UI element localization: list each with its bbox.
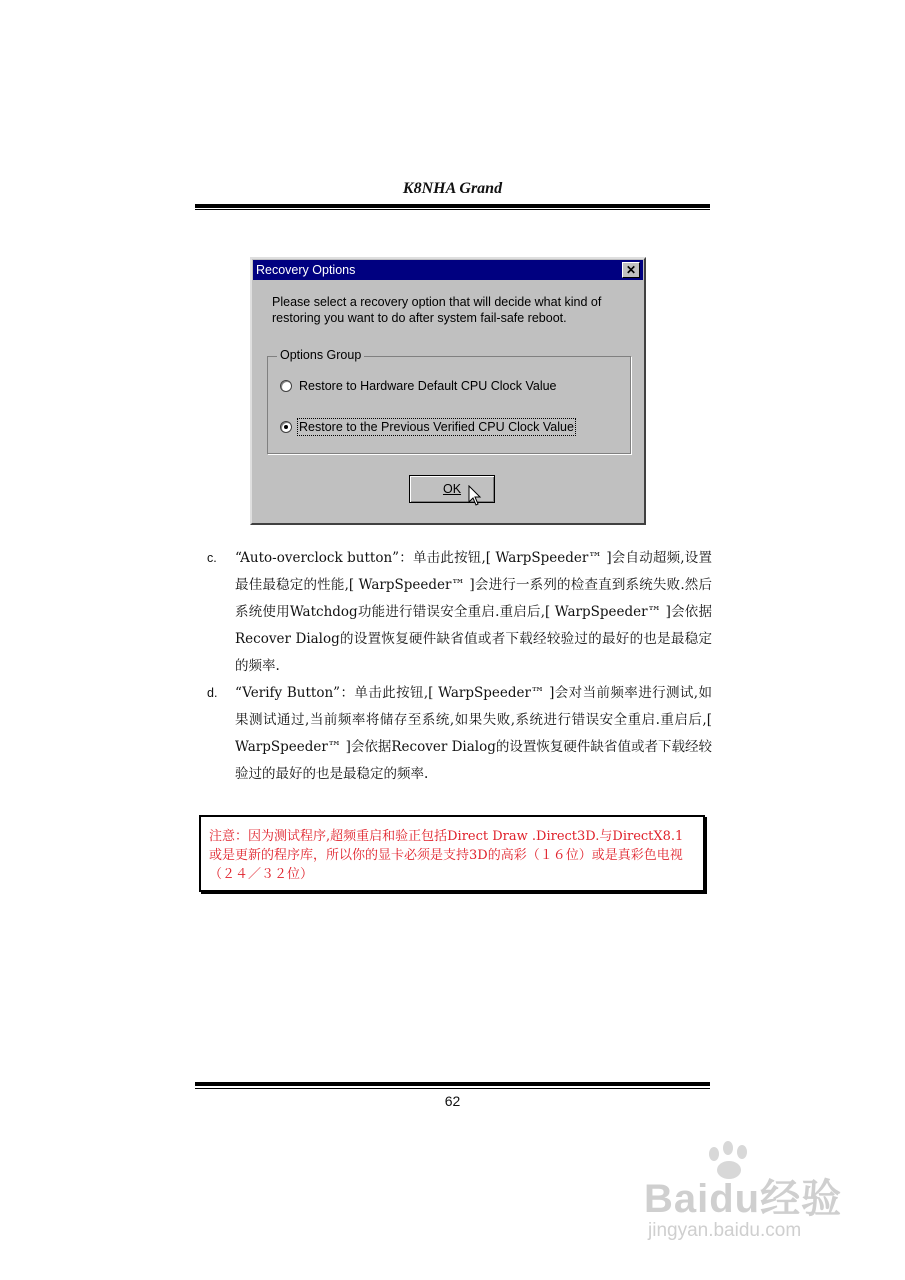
dialog-message-line: Please select a recovery option that will decide what kind of (272, 295, 602, 309)
radio-button-checked[interactable] (280, 421, 292, 433)
dialog-message-line: restoring you want to do after system fail-safe reboot. (272, 311, 567, 325)
list-item-text: “Verify Button”：单击此按钮,[ WarpSpeeder™ ]会对当前频率进行测试,如果测试通过,当前频率将储存至系统,如果失败,系统进行错误安全重启.重启后,[ WarpSpeeder™ ]会依据Recover Dialog的设置恢复硬件缺省值或者下载经较验过的最好的也是最稳定的频率. (235, 685, 712, 782)
header-rule-thin (195, 209, 710, 210)
recovery-options-dialog (250, 257, 646, 525)
mouse-pointer-icon (468, 485, 482, 507)
header-rule-thick (195, 204, 710, 208)
dialog-titlebar (253, 260, 643, 280)
list-item-marker: d. (207, 686, 218, 700)
dialog-message (272, 294, 632, 326)
dialog-title: Recovery Options (256, 263, 356, 277)
option-label: Restore to the Previous Verified CPU Clock Value (299, 420, 574, 434)
close-icon: ✕ (625, 263, 637, 277)
list-item-auto-overclock (207, 545, 712, 680)
option-label: Restore to Hardware Default CPU Clock Value (299, 379, 557, 393)
option-hardware-default[interactable] (280, 379, 557, 393)
options-group-label: Options Group (277, 348, 364, 362)
radio-button-unchecked[interactable] (280, 380, 292, 392)
page-number: 62 (444, 1093, 461, 1109)
list-item-marker: c. (207, 551, 217, 565)
ok-button[interactable] (409, 475, 495, 503)
footer-rule-thick (195, 1082, 710, 1086)
note-box (199, 815, 705, 892)
options-group (267, 348, 631, 454)
watermark-url: jingyan.baidu.com (648, 1220, 802, 1241)
document-header-title: K8NHA Grand (402, 180, 503, 197)
footer-rule-thin (195, 1088, 710, 1089)
close-button[interactable] (622, 262, 640, 278)
ok-button-label: OK (442, 482, 462, 496)
list-item-verify (207, 680, 712, 788)
note-text: 注意：因为测试程序,超频重启和验正包括Direct Draw .Direct3D.与DirectX8.1或是更新的程序库，所以你的显卡必须是支持3D的高彩（１６位）或是真彩色电视（２４／３２位） (209, 829, 684, 882)
watermark-logo: Baidu经验 (644, 1177, 843, 1221)
option-previous-verified[interactable] (280, 420, 574, 434)
list-item-text: “Auto-overclock button”：单击此按钮,[ WarpSpeeder™ ]会自动超频,设置最佳最稳定的性能,[ WarpSpeeder™ ]会进行一系列的检查直到系统失败.然后系统使用Watchdog功能进行错误安全重启.重启后,[ WarpSpeeder™ ]会依据Recover Dialog的设置恢复硬件缺省值或者下载经较验过的最好的也是最稳定的频率. (235, 550, 712, 674)
